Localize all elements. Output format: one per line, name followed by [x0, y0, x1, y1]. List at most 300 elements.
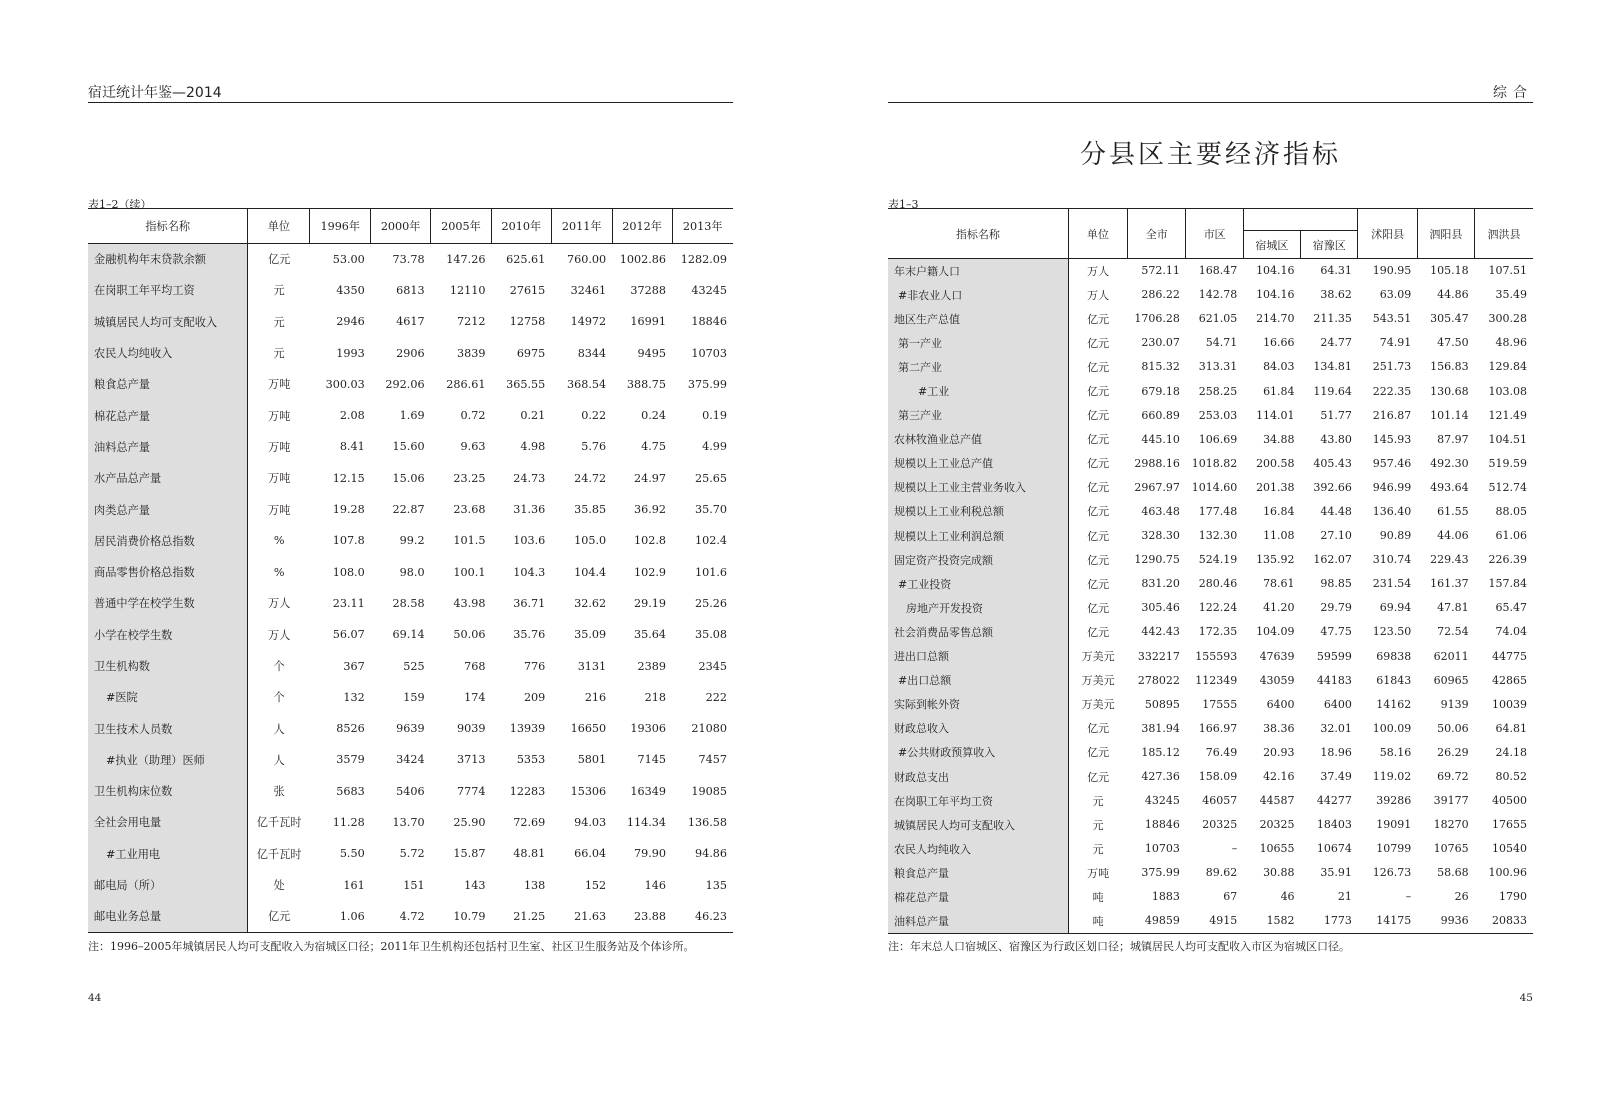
cell-value: 43059 — [1259, 673, 1295, 687]
cell-value: 13.70 — [392, 815, 425, 829]
row-label: 实际到帐外资 — [888, 692, 1068, 716]
col-header-1996: 1996年 — [310, 209, 371, 244]
cell-value: 38.62 — [1320, 288, 1352, 302]
row-unit: 亿元 — [1087, 312, 1110, 326]
row-label: #工业投资 — [888, 572, 1068, 596]
cell-value: 305.47 — [1430, 312, 1469, 326]
cell-value: 88.05 — [1495, 504, 1527, 518]
cell-value: 106.69 — [1198, 432, 1238, 446]
cell-value: – — [1231, 842, 1238, 856]
cell-value: 29.19 — [633, 596, 667, 610]
cell-value: 18846 — [691, 315, 727, 329]
cell-value: 132.30 — [1198, 529, 1238, 543]
cell-value: 51.77 — [1320, 408, 1352, 422]
row-label: #工业用电 — [88, 838, 248, 869]
cell-value: 61.84 — [1263, 384, 1295, 398]
cell-value: 42.16 — [1263, 770, 1295, 784]
cell-value: 132 — [343, 690, 365, 704]
cell-value: 43245 — [1144, 794, 1180, 808]
cell-value: 280.46 — [1198, 577, 1238, 591]
row-label: 粮食总产量 — [88, 369, 248, 400]
row-label: 年末户籍人口 — [888, 259, 1068, 283]
table-row — [888, 596, 1533, 620]
cell-value: 9936 — [1417, 909, 1474, 933]
col-header-2013: 2013年 — [672, 209, 733, 244]
cell-value: 10039 — [1492, 697, 1527, 711]
cell-value: 23.68 — [453, 503, 486, 517]
cell-value: 24.18 — [1495, 745, 1527, 759]
cell-value: 12758 — [509, 315, 546, 329]
cell-value: 146 — [644, 878, 667, 892]
row-label: 进出口总额 — [888, 644, 1068, 668]
cell-value: 0.72 — [460, 409, 486, 423]
cell-value: 214.70 — [1256, 312, 1295, 326]
cell-value: 0.19 — [702, 409, 727, 423]
cell-value: 161.37 — [1430, 577, 1469, 591]
cell-value: 69838 — [1376, 649, 1412, 663]
cell-value: 12283 — [509, 784, 546, 798]
cell-value: 230.07 — [1141, 336, 1180, 350]
cell-value: 69.14 — [392, 628, 425, 642]
row-unit: 吨 — [1092, 890, 1104, 904]
cell-value: 286.61 — [446, 377, 486, 391]
row-unit: 处 — [273, 879, 285, 893]
cell-value: 14972 — [570, 315, 607, 329]
row-unit: 万吨 — [267, 503, 291, 517]
table-row — [88, 525, 733, 556]
row-unit: 元 — [273, 284, 285, 298]
table-row — [88, 556, 733, 587]
cell-value: 427.36 — [1141, 770, 1180, 784]
cell-value: 375.99 — [687, 377, 727, 391]
col-header-name: 指标名称 — [888, 209, 1068, 259]
row-unit: 元 — [1092, 794, 1104, 808]
row-label: #医院 — [88, 682, 248, 713]
row-unit: 万吨 — [267, 409, 291, 423]
cell-value: 46 — [1280, 890, 1295, 904]
cell-value: 2345 — [698, 659, 727, 673]
cell-value: 20.93 — [1263, 745, 1295, 759]
table-row — [888, 499, 1533, 523]
row-label: 城镇居民人均可支配收入 — [88, 306, 248, 337]
cell-value: 10.79 — [431, 901, 492, 932]
cell-value: 375.99 — [1141, 866, 1180, 880]
cell-value: 23.11 — [332, 596, 365, 610]
table-row — [88, 901, 733, 932]
cell-value: 3713 — [456, 753, 486, 767]
cell-value: 209 — [523, 690, 546, 704]
cell-value: 10703 — [1144, 842, 1180, 856]
cell-value: 53.00 — [332, 252, 365, 266]
cell-value: 130.68 — [1430, 384, 1469, 398]
cell-value: 47.75 — [1320, 625, 1352, 639]
cell-value: 7212 — [456, 315, 486, 329]
col-header-unit: 单位 — [248, 209, 310, 244]
cell-value: 760.00 — [567, 252, 607, 266]
cell-value: 136.58 — [687, 815, 727, 829]
cell-value: 101.6 — [694, 565, 727, 579]
row-unit: 万吨 — [267, 378, 291, 392]
cell-value: 2967.97 — [1134, 480, 1180, 494]
cell-value: 24.77 — [1320, 336, 1352, 350]
cell-value: 37288 — [630, 283, 667, 297]
row-label: 邮电业务总量 — [88, 901, 248, 932]
cell-value: 12.15 — [332, 471, 365, 485]
cell-value: 107.8 — [332, 534, 365, 548]
cell-value: 61.06 — [1495, 529, 1527, 543]
cell-value: 135 — [705, 878, 727, 892]
cell-value: 2389 — [637, 659, 667, 673]
cell-value: 2906 — [396, 346, 425, 360]
cell-value: 161 — [343, 878, 365, 892]
cell-value: 231.54 — [1372, 577, 1412, 591]
row-unit: 亿元 — [1087, 360, 1110, 374]
cell-value: 157.84 — [1488, 577, 1527, 591]
cell-value: 2946 — [336, 315, 365, 329]
cell-value: 145.93 — [1372, 432, 1412, 446]
cell-value: 162.07 — [1313, 553, 1352, 567]
table-row — [88, 431, 733, 462]
cell-value: 47.50 — [1437, 336, 1469, 350]
row-label: 农民人均纯收入 — [888, 837, 1068, 861]
table-row — [888, 764, 1533, 788]
row-label: #公共财政预算收入 — [888, 740, 1068, 764]
cell-value: 18403 — [1316, 818, 1352, 832]
table-row — [88, 463, 733, 494]
row-label: 在岗职工年平均工资 — [88, 275, 248, 306]
cell-value: 46.23 — [672, 901, 733, 932]
row-label: 第一产业 — [888, 331, 1068, 355]
row-unit: 吨 — [1068, 909, 1127, 933]
cell-value: 24.73 — [513, 471, 546, 485]
table-caption-1-3: 表1–3 — [888, 198, 919, 211]
cell-value: 44.86 — [1437, 288, 1469, 302]
cell-value: 1014.60 — [1191, 480, 1238, 494]
cell-value: 47639 — [1259, 649, 1295, 663]
cell-value: 34.88 — [1263, 432, 1295, 446]
cell-value: 155593 — [1195, 649, 1238, 663]
cell-value: 6400 — [1323, 697, 1352, 711]
cell-value: 99.2 — [399, 534, 425, 548]
cell-value: 104.09 — [1256, 625, 1295, 639]
cell-value: 253.03 — [1198, 408, 1238, 422]
cell-value: 49859 — [1128, 909, 1186, 933]
yearbook-title: 宿迁统计年鉴—2014 — [88, 85, 222, 101]
cell-value: 43245 — [691, 283, 727, 297]
table-row — [88, 619, 733, 650]
cell-value: 114.01 — [1256, 408, 1295, 422]
cell-value: 35.09 — [574, 628, 607, 642]
row-label: 棉花总产量 — [88, 400, 248, 431]
table-header-row-top — [888, 209, 1533, 231]
cell-value: 20325 — [1202, 818, 1238, 832]
cell-value: 405.43 — [1313, 456, 1352, 470]
table-row — [88, 713, 733, 744]
cell-value: 35.08 — [694, 628, 727, 642]
row-label: 地区生产总值 — [888, 307, 1068, 331]
cell-value: 27.10 — [1320, 529, 1352, 543]
cell-value: 36.92 — [633, 503, 667, 517]
cell-value: 98.85 — [1320, 577, 1352, 591]
cell-value: 60965 — [1433, 673, 1469, 687]
cell-value: 158.09 — [1198, 770, 1238, 784]
cell-value: 69.72 — [1437, 770, 1469, 784]
cell-value: 48.96 — [1495, 336, 1527, 350]
cell-value: 16349 — [630, 784, 667, 798]
cell-value: 101.14 — [1430, 408, 1469, 422]
cell-value: 74.91 — [1379, 336, 1412, 350]
table-row — [88, 682, 733, 713]
cell-value: 35.76 — [513, 628, 546, 642]
cell-value: 9039 — [456, 722, 486, 736]
cell-value: 286.22 — [1141, 288, 1180, 302]
row-label: 财政总支出 — [888, 764, 1068, 788]
row-unit: 亿元 — [1087, 601, 1110, 615]
col-header-district-group — [1243, 209, 1358, 231]
cell-value: 4915 — [1186, 909, 1243, 933]
cell-value: 1002.86 — [619, 252, 667, 266]
cell-value: 32461 — [570, 283, 607, 297]
cell-value: 15306 — [570, 784, 607, 798]
cell-value: 64.81 — [1495, 721, 1527, 735]
cell-value: 129.84 — [1488, 360, 1527, 374]
cell-value: 1582 — [1243, 909, 1300, 933]
cell-value: 44.06 — [1437, 529, 1469, 543]
row-unit: 元 — [273, 315, 285, 329]
cell-value: 2988.16 — [1134, 456, 1180, 470]
table-row — [88, 807, 733, 838]
cell-value: 313.31 — [1198, 360, 1238, 374]
row-unit: 元 — [1092, 818, 1104, 832]
row-label: 邮电局（所） — [88, 869, 248, 900]
cell-value: 105.0 — [574, 534, 607, 548]
row-label: 水产品总产量 — [88, 463, 248, 494]
row-label: #执业（助理）医师 — [88, 744, 248, 775]
row-unit: 亿元 — [1087, 433, 1110, 447]
cell-value: 10655 — [1259, 842, 1295, 856]
cell-value: 123.50 — [1372, 625, 1412, 639]
cell-value: 7774 — [456, 784, 486, 798]
cell-value: 23.25 — [453, 471, 486, 485]
cell-value: 135.92 — [1256, 553, 1295, 567]
row-unit: 个 — [273, 660, 285, 673]
page-number-right: 45 — [1519, 992, 1533, 1004]
row-label: 规模以上工业总产值 — [888, 451, 1068, 475]
cell-value: 142.78 — [1198, 288, 1238, 302]
cell-value: 957.46 — [1372, 456, 1412, 470]
cell-value: 12110 — [449, 283, 486, 297]
cell-value: 20325 — [1259, 818, 1295, 832]
cell-value: 136.40 — [1372, 504, 1412, 518]
cell-value: 23.88 — [612, 901, 672, 932]
row-label: #非农业人口 — [888, 283, 1068, 307]
row-unit: 万人 — [267, 597, 291, 611]
cell-value: 15.60 — [392, 440, 425, 454]
cell-value: 58.68 — [1437, 866, 1469, 880]
row-unit: 万美元 — [1081, 650, 1115, 664]
cell-value: 138 — [523, 878, 546, 892]
cell-value: 13939 — [509, 722, 546, 736]
row-unit: 人 — [273, 753, 285, 767]
table-note-left: 注：1996–2005年城镇居民人均可支配收入为宿城区口径；2011年卫生机构还包括村卫生室、社区卫生服务站及个体诊所。 — [88, 940, 695, 953]
cell-value: 519.59 — [1488, 456, 1527, 470]
cell-value: 21.25 — [491, 901, 551, 932]
row-label: 固定资产投资完成额 — [888, 548, 1068, 572]
cell-value: 24.72 — [574, 471, 607, 485]
cell-value: 44183 — [1316, 673, 1352, 687]
row-label: 全社会用电量 — [88, 807, 248, 838]
cell-value: 4.72 — [371, 901, 431, 932]
cell-value: 6400 — [1266, 697, 1295, 711]
cell-value: 1018.82 — [1191, 456, 1238, 470]
col-header-shuyang: 沭阳县 — [1358, 209, 1417, 259]
cell-value: 108.0 — [332, 565, 365, 579]
cell-value: 74.04 — [1495, 625, 1527, 639]
cell-value: 37.49 — [1320, 770, 1352, 784]
cell-value: 19085 — [691, 784, 727, 798]
row-label: 商品零售价格总指数 — [88, 556, 248, 587]
cell-value: 43.80 — [1320, 432, 1352, 446]
cell-value: 201.38 — [1256, 480, 1295, 494]
table-row — [888, 427, 1533, 451]
cell-value: 103.6 — [513, 534, 546, 548]
cell-value: 7145 — [637, 753, 667, 767]
cell-value: 463.48 — [1141, 504, 1180, 518]
cell-value: 492.30 — [1430, 456, 1469, 470]
cell-value: 48.81 — [513, 847, 546, 861]
row-unit: 亿元 — [1087, 505, 1110, 519]
cell-value: 831.20 — [1141, 577, 1180, 591]
row-unit: 亿元 — [1087, 529, 1110, 543]
cell-value: 251.73 — [1372, 360, 1412, 374]
cell-value: 258.25 — [1198, 384, 1238, 398]
cell-value: 222 — [705, 690, 727, 704]
cell-value: 625.61 — [506, 252, 546, 266]
cell-value: 72.54 — [1437, 625, 1469, 639]
cell-value: 35.91 — [1320, 866, 1352, 880]
row-label: 在岗职工年平均工资 — [888, 789, 1068, 813]
cell-value: 1.06 — [310, 901, 371, 932]
row-unit: 万吨 — [267, 440, 291, 454]
table-row — [88, 588, 733, 619]
cell-value: 310.74 — [1372, 553, 1412, 567]
cell-value: 63.09 — [1379, 288, 1412, 302]
running-head-right — [888, 82, 1533, 103]
cell-value: 29.79 — [1320, 601, 1352, 615]
cell-value: 3839 — [456, 346, 486, 360]
cell-value: 80.52 — [1495, 770, 1527, 784]
cell-value: 18270 — [1433, 818, 1469, 832]
table-row — [888, 451, 1533, 475]
cell-value: 328.30 — [1141, 529, 1180, 543]
row-label: 普通中学在校学生数 — [88, 588, 248, 619]
table-row — [88, 275, 733, 306]
cell-value: 1290.75 — [1134, 553, 1180, 567]
cell-value: 94.03 — [574, 815, 607, 829]
cell-value: 61.55 — [1437, 504, 1469, 518]
table-row — [888, 692, 1533, 716]
cell-value: 21 — [1337, 890, 1352, 904]
cell-value: 16.84 — [1263, 504, 1295, 518]
cell-value: 5353 — [516, 753, 546, 767]
cell-value: 524.19 — [1198, 553, 1238, 567]
cell-value: 134.81 — [1313, 360, 1352, 374]
cell-value: 200.58 — [1256, 456, 1295, 470]
cell-value: 69.94 — [1379, 601, 1412, 615]
cell-value: 815.32 — [1141, 360, 1180, 374]
cell-value: 16.66 — [1263, 336, 1295, 350]
cell-value: 16650 — [570, 722, 607, 736]
cell-value: 104.4 — [574, 565, 607, 579]
cell-value: 5406 — [396, 784, 425, 798]
cell-value: 102.8 — [633, 534, 667, 548]
table-row — [88, 744, 733, 775]
cell-value: 1993 — [336, 346, 365, 360]
cell-value: 18846 — [1144, 818, 1180, 832]
cell-value: 381.94 — [1141, 721, 1180, 735]
cell-value: 5801 — [577, 753, 607, 767]
table-row — [888, 403, 1533, 427]
cell-value: 14162 — [1376, 697, 1412, 711]
cell-value: 4350 — [336, 283, 365, 297]
cell-value: 147.26 — [446, 252, 486, 266]
cell-value: 2.08 — [339, 409, 365, 423]
cell-value: 35.70 — [694, 503, 727, 517]
cell-value: 442.43 — [1141, 625, 1180, 639]
row-unit: 万吨 — [267, 472, 291, 486]
cell-value: 946.99 — [1372, 480, 1412, 494]
col-header-city: 全市 — [1128, 209, 1186, 259]
cell-value: 365.55 — [506, 377, 546, 391]
cell-value: 216 — [584, 690, 607, 704]
cell-value: 1790 — [1499, 890, 1527, 904]
cell-value: 65.47 — [1495, 601, 1527, 615]
table-row — [88, 337, 733, 368]
cell-value: 103.08 — [1488, 384, 1527, 398]
cell-value: 445.10 — [1141, 432, 1180, 446]
cell-value: 392.66 — [1313, 480, 1352, 494]
cell-value: 11.08 — [1263, 529, 1295, 543]
cell-value: 76.49 — [1205, 745, 1238, 759]
cell-value: 100.09 — [1372, 721, 1412, 735]
cell-value: 10799 — [1376, 842, 1412, 856]
cell-value: 61843 — [1376, 673, 1412, 687]
cell-value: 22.87 — [392, 503, 425, 517]
row-label: 规模以上工业利税总额 — [888, 499, 1068, 523]
table-row — [888, 259, 1533, 283]
cell-value: 493.64 — [1430, 480, 1469, 494]
row-unit: 万人 — [267, 628, 291, 642]
cell-value: 122.24 — [1198, 601, 1238, 615]
cell-value: 17655 — [1492, 818, 1527, 832]
cell-value: 8344 — [577, 346, 607, 360]
cell-value: 229.43 — [1430, 553, 1469, 567]
row-unit: 亿元 — [1087, 385, 1110, 399]
row-label: 卫生机构数 — [88, 650, 248, 681]
row-unit: 亿元 — [1087, 481, 1110, 495]
cell-value: 4617 — [396, 315, 425, 329]
cell-value: 41.20 — [1263, 601, 1295, 615]
cell-value: 119.64 — [1313, 384, 1352, 398]
col-header-2011: 2011年 — [551, 209, 612, 244]
cell-value: 10703 — [691, 346, 727, 360]
table-row — [888, 572, 1533, 596]
cell-value: 621.05 — [1198, 312, 1238, 326]
row-label: 卫生技术人员数 — [88, 713, 248, 744]
page-title: 分县区主要经济指标 — [1079, 140, 1341, 170]
cell-value: 100.1 — [453, 565, 486, 579]
cell-value: 10765 — [1433, 842, 1469, 856]
